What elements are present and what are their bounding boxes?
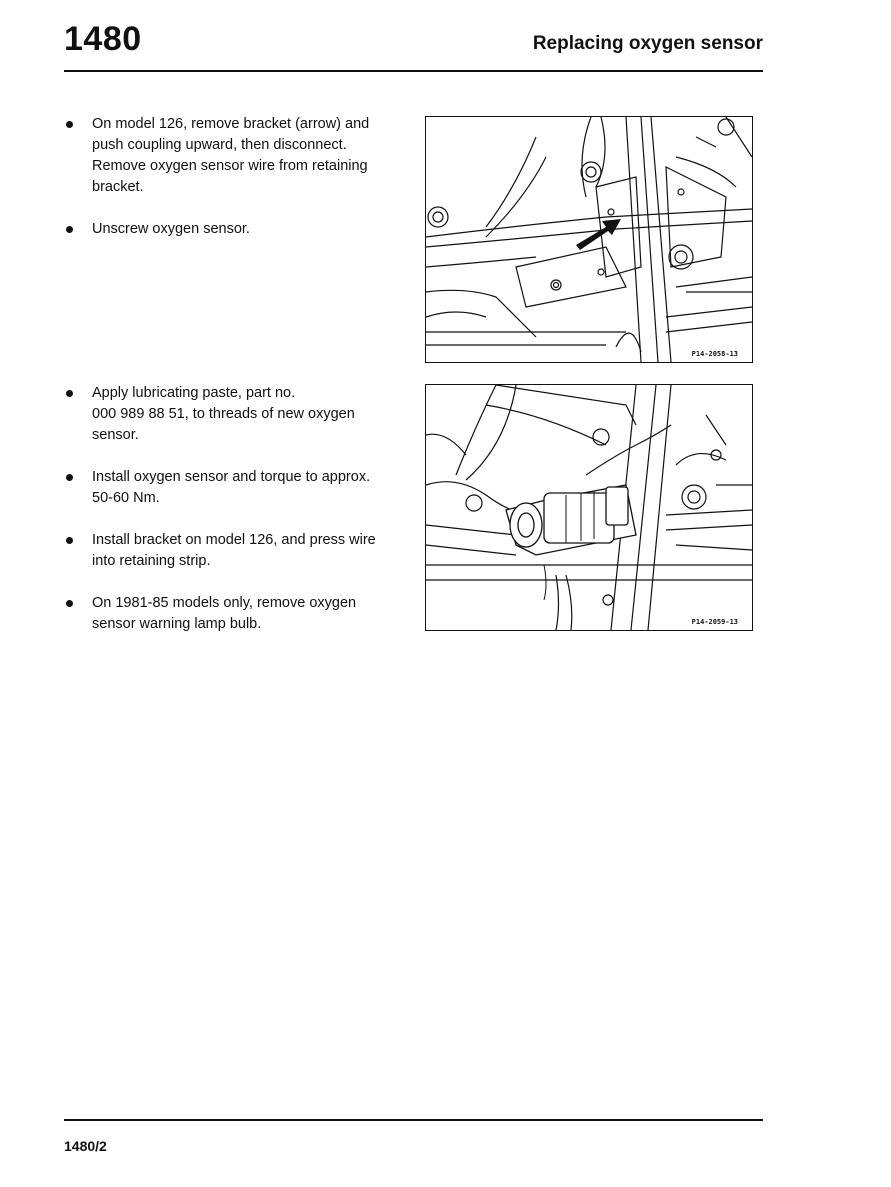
step-list-2 (64, 383, 404, 656)
step-text: Unscrew oxygen sensor. (92, 221, 250, 237)
figure-bracket-removal (425, 116, 753, 363)
step-text: Apply lubricating paste, part no. 000 989 88 51, to threads of new oxygen sensor. (92, 385, 355, 443)
footer-rule (64, 1119, 763, 1121)
bullet-icon (66, 226, 73, 233)
bullet-icon (66, 600, 73, 607)
figure-id: P14-2059-13 (691, 618, 738, 626)
page-title: Replacing oxygen sensor (532, 33, 763, 54)
section-number: 1480 (64, 20, 142, 58)
list-item (64, 383, 404, 446)
step-list-1 (64, 114, 404, 261)
figure-id: P14-2058-13 (691, 350, 738, 358)
step-text: Install bracket on model 126, and press wire into retaining strip. (92, 532, 376, 569)
illustration-bracket (426, 117, 752, 362)
step-text: On 1981-85 models only, remove oxygen sensor warning lamp bulb. (92, 595, 357, 632)
arrow-icon (576, 219, 621, 250)
list-item (64, 593, 404, 635)
bullet-icon (66, 121, 73, 128)
list-item (64, 530, 404, 572)
step-text: Install oxygen sensor and torque to approx. 50-60 Nm. (92, 469, 371, 506)
figure-sensor-install (425, 384, 753, 631)
page-number: 1480/2 (64, 1138, 107, 1154)
list-item (64, 114, 404, 198)
header-rule (64, 70, 763, 72)
illustration-oxygen-sensor (426, 385, 752, 630)
bullet-icon (66, 537, 73, 544)
list-item (64, 219, 404, 240)
step-text: On model 126, remove bracket (arrow) and push coupling upward, then disconnect. Remove oxygen sensor wire from retaining bracket. (92, 116, 370, 195)
bullet-icon (66, 390, 73, 397)
bullet-icon (66, 474, 73, 481)
list-item (64, 467, 404, 509)
